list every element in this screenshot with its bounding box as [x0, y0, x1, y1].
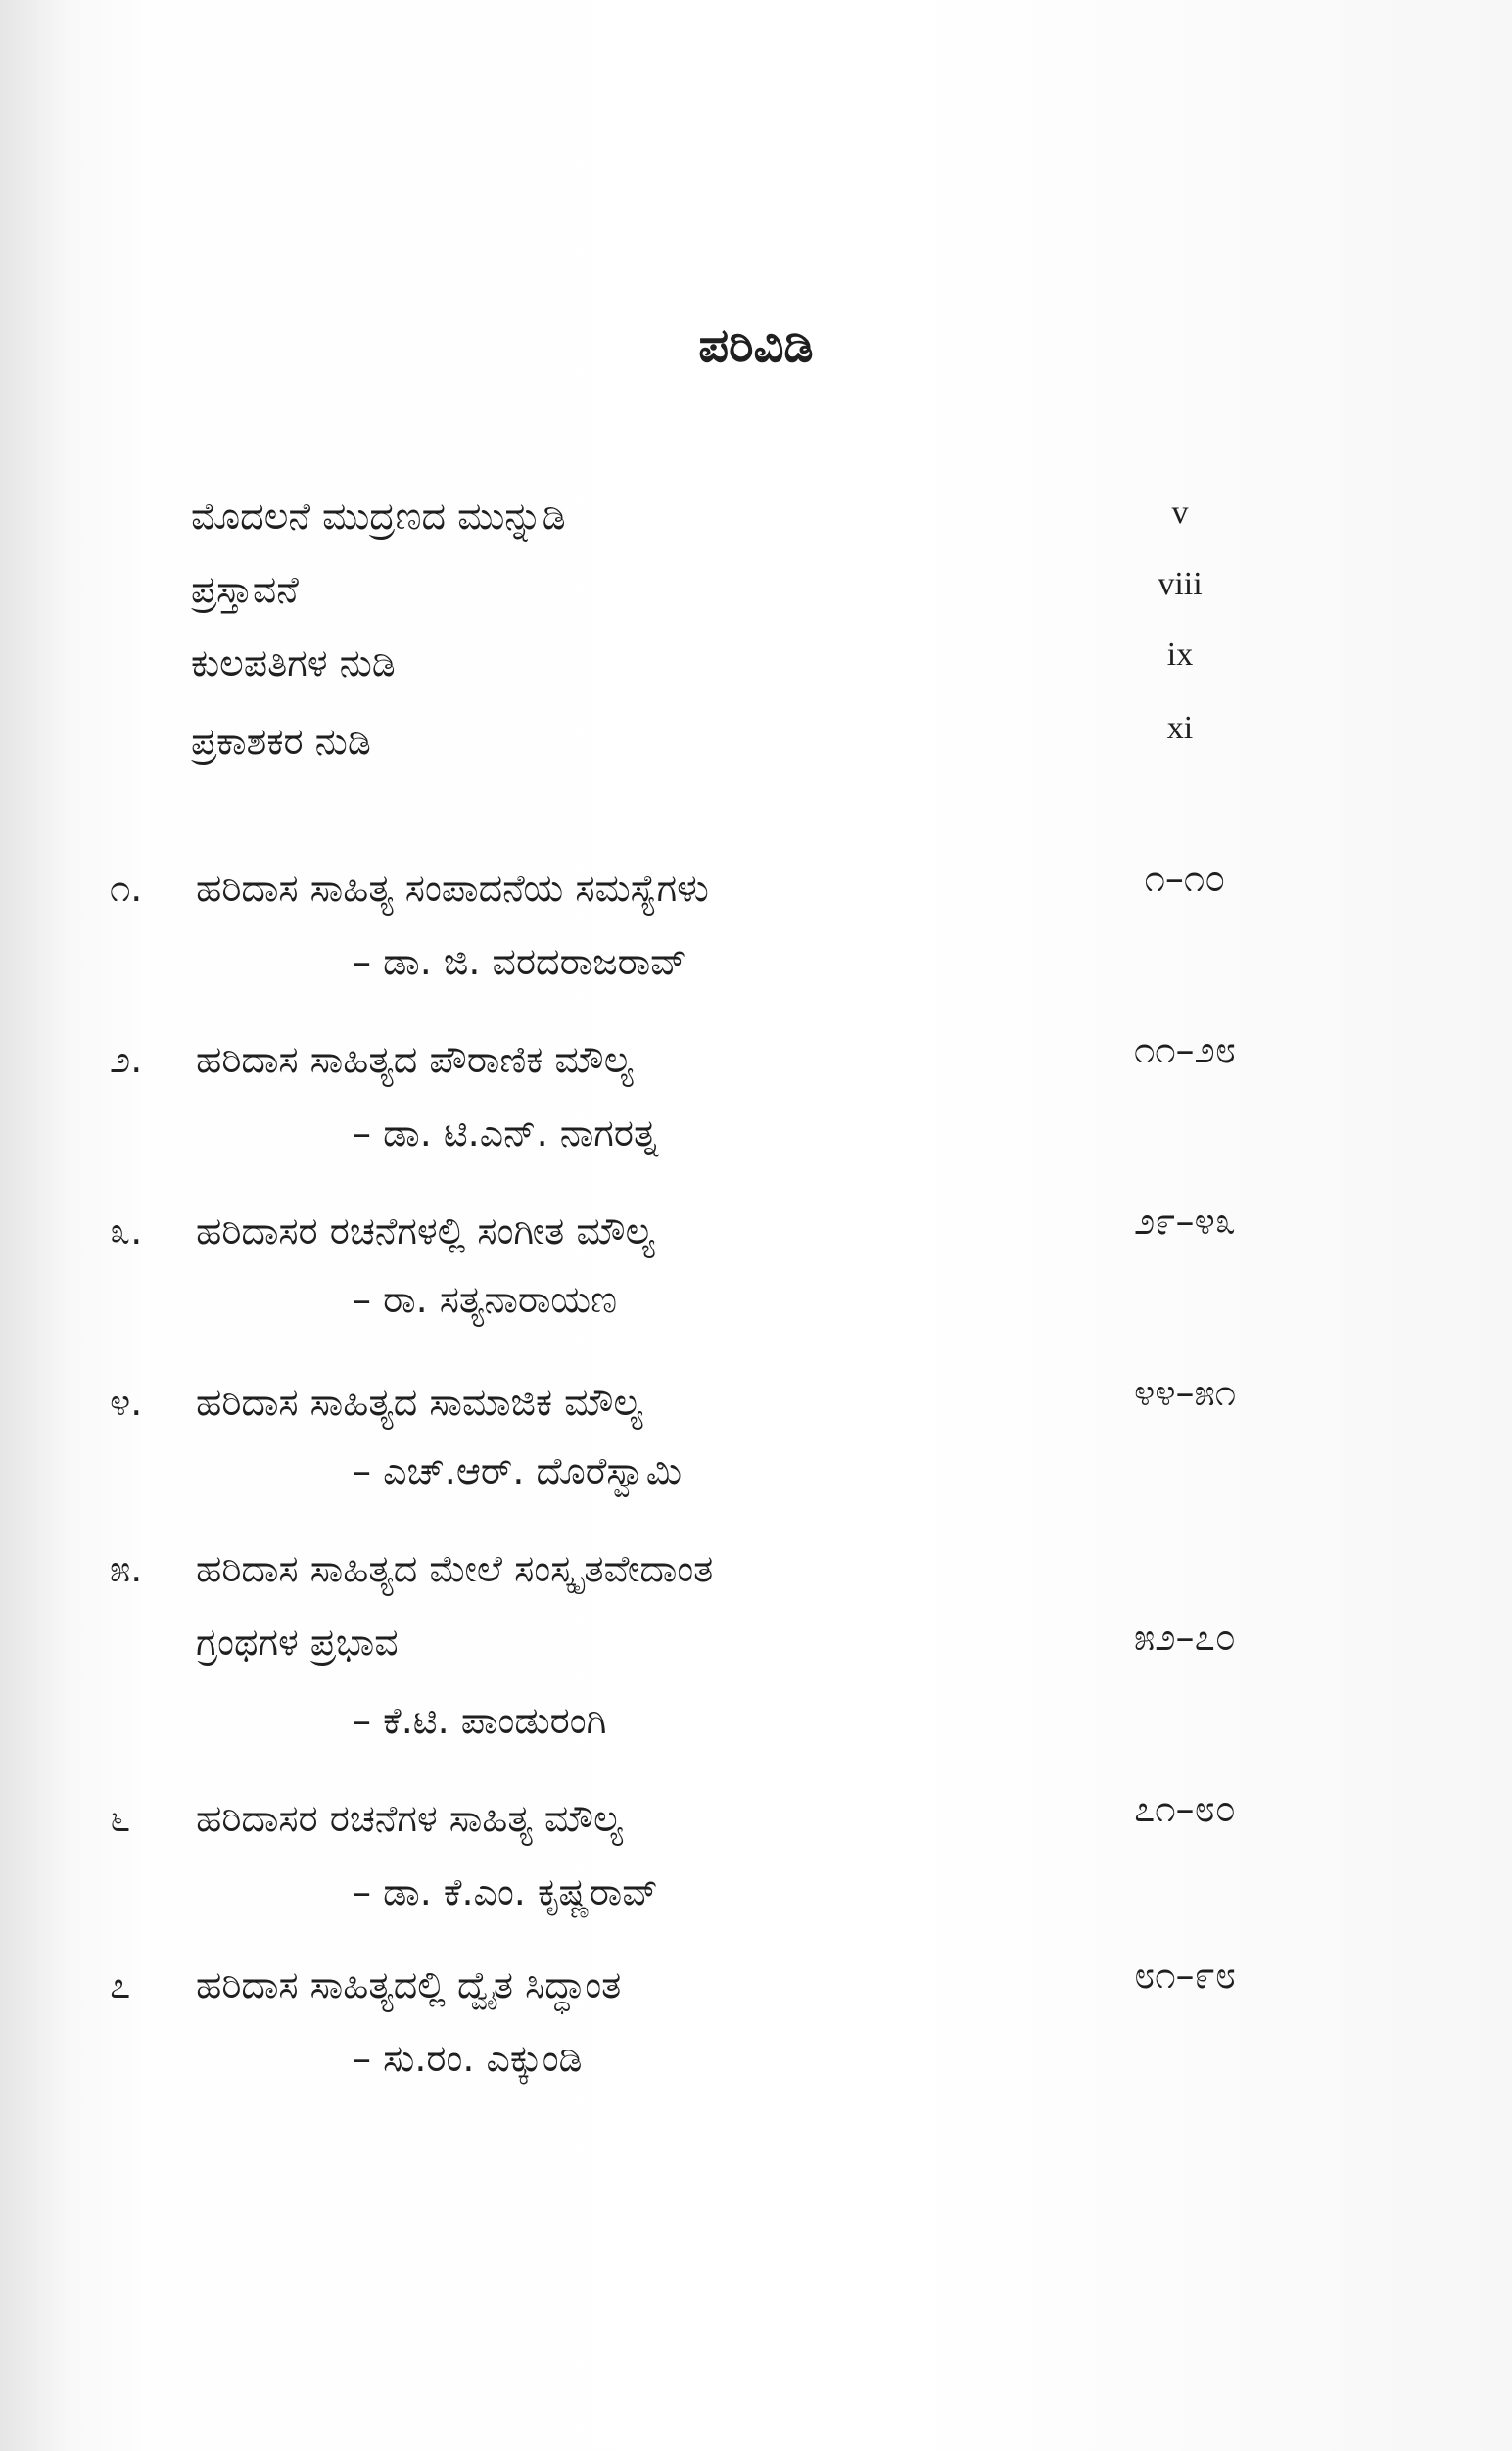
chapter-author: – ಸು.ರಂ. ಎಕ್ಕುಂಡಿ: [353, 2037, 583, 2080]
chapter-pages: ೭೧–೮೦: [1133, 1787, 1237, 1830]
chapter-number: ೧.: [110, 867, 143, 910]
chapter-number: ೫.: [110, 1547, 143, 1590]
chapter-author: – ಡಾ. ಟಿ.ಎನ್. ನಾಗರತ್ನ: [353, 1111, 659, 1155]
toc-entry-title: ಪ್ರಸ್ತಾವನೆ: [191, 568, 299, 611]
chapter-title: ಹರಿದಾಸ ಸಾಹಿತ್ಯದ ಪೌರಾಣಿಕ ಮೌಲ್ಯ: [196, 1038, 634, 1081]
chapter-author: – ಕೆ.ಟಿ. ಪಾಂಡುರಂಗಿ: [353, 1699, 607, 1742]
chapter-title: ಹರಿದಾಸರ ರಚನೆಗಳ ಸಾಹಿತ್ಯ ಮೌಲ್ಯ: [196, 1797, 623, 1840]
chapter-author: – ಎಚ್.ಆರ್. ದೊರೆಸ್ವಾಮಿ: [353, 1449, 683, 1492]
chapter-number: ೩.: [110, 1209, 143, 1252]
toc-entry-page: ix: [1166, 636, 1194, 673]
toc-entry-title: ಪ್ರಕಾಶಕರ ನುಡಿ: [191, 720, 371, 763]
chapter-author: – ಡಾ. ಜಿ. ವರದರಾಜರಾವ್: [353, 940, 686, 983]
chapter-pages: ೨೯–೪೩: [1133, 1200, 1237, 1243]
chapter-author: – ರಾ. ಸತ್ಯನಾರಾಯಣ: [353, 1278, 618, 1321]
chapter-pages: ೪೪–೫೧: [1133, 1371, 1237, 1414]
chapter-pages: ೧೧–೨೮: [1133, 1028, 1237, 1071]
page-title: ಪರಿವಿಡಿ: [698, 318, 814, 373]
chapter-title: ಹರಿದಾಸ ಸಾಹಿತ್ಯದ ಮೇಲೆ ಸಂಸ್ಕೃತವೇದಾಂತ: [196, 1547, 714, 1590]
chapter-author: – ಡಾ. ಕೆ.ಎಂ. ಕೃಷ್ಣರಾವ್: [353, 1870, 658, 1913]
chapter-title: ಹರಿದಾಸ ಸಾಹಿತ್ಯ ಸಂಪಾದನೆಯ ಸಮಸ್ಯೆಗಳು: [196, 867, 709, 910]
chapter-pages: ೧–೧೦: [1144, 857, 1226, 900]
toc-entry-page: v: [1171, 495, 1189, 531]
chapter-title-continued: ಗ್ರಂಥಗಳ ಪ್ರಭಾವ: [196, 1621, 399, 1664]
toc-entry-title: ಕುಲಪತಿಗಳ ನುಡಿ: [191, 641, 396, 684]
chapter-title: ಹರಿದಾಸ ಸಾಹಿತ್ಯದಲ್ಲಿ ದ್ವೈತ ಸಿದ್ಧಾಂತ: [196, 1963, 622, 2006]
chapter-pages: ೮೧–೯೮: [1133, 1954, 1237, 1997]
toc-entry-title: ಮೊದಲನೆ ಮುದ್ರಣದ ಮುನ್ನುಡಿ: [191, 495, 566, 538]
toc-entry-page: xi: [1166, 710, 1194, 746]
chapter-pages: ೫೨–೭೦: [1133, 1616, 1237, 1659]
toc-entry-page: viii: [1158, 566, 1203, 602]
chapter-number: ೬: [110, 1797, 131, 1840]
chapter-number: ೨.: [110, 1038, 143, 1081]
chapter-number: ೭: [110, 1963, 131, 2006]
chapter-number: ೪.: [110, 1381, 143, 1424]
chapter-title: ಹರಿದಾಸರ ರಚನೆಗಳಲ್ಲಿ ಸಂಗೀತ ಮೌಲ್ಯ: [196, 1209, 655, 1252]
chapter-title: ಹರಿದಾಸ ಸಾಹಿತ್ಯದ ಸಾಮಾಜಿಕ ಮೌಲ್ಯ: [196, 1381, 643, 1424]
